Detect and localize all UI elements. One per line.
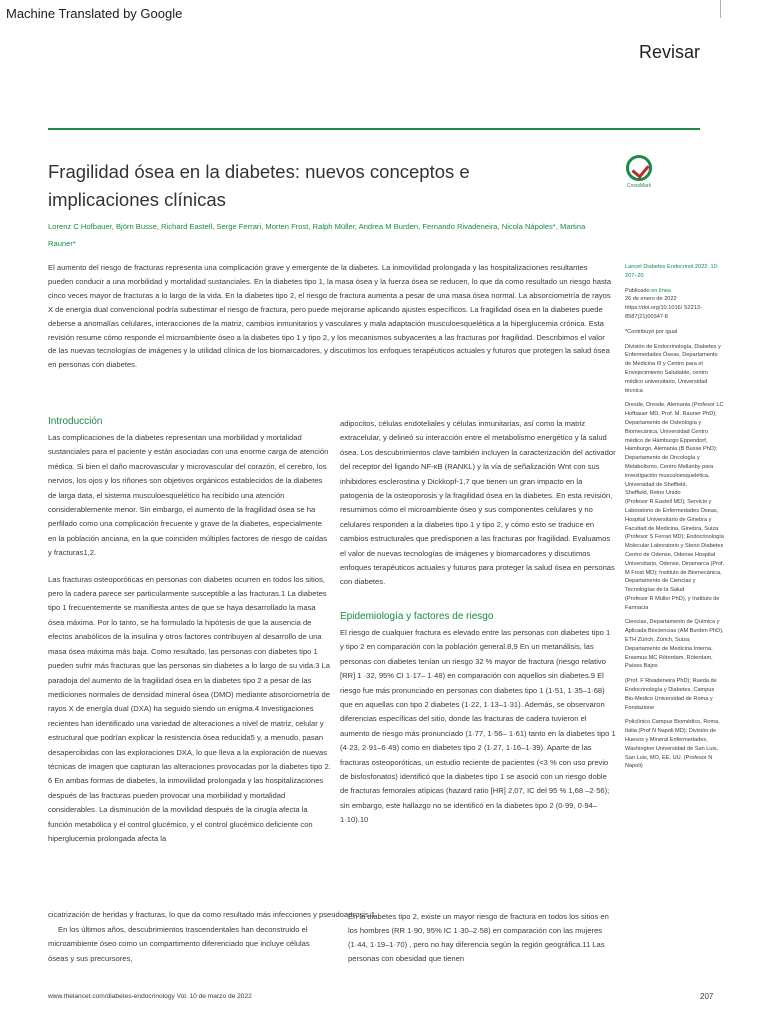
paragraph: En la diabetes tipo 2, existe un mayor riesgo de fractura en todos los sitios en los hombres (RR 1·90, 95% IC 1·30–2·58) en comparación con las mujeres (1·44, 1·19–1·70) , pero no hay diferencia según la región geográfica.11 Las personas con obesidad que tienen	[348, 912, 609, 963]
affiliation: Sheffield, Reino Unido	[625, 490, 681, 497]
section-label: Revisar	[638, 42, 700, 62]
journal-reference[interactable]: Lancet Diabetes Endocrinol 2022; 10: 207–20	[625, 264, 719, 279]
affiliation: División de Endocrinología, Diabetes y Enfermedades Óseas, Departamento de Medicina III y Centro para el Envejecimiento Saludable, centro médico universitario, Universidad técnica	[625, 343, 721, 394]
affiliation: (Profesor R Müller PhD), y Instituto de Farmacia	[625, 595, 720, 611]
left-column-bottom	[48, 923, 332, 966]
equal-contribution-note: *Contribuyó por igual	[625, 328, 678, 335]
affiliation: Policlínico Campus Biomédico, Roma, Italia (Prof N Napoli MD); División de Huesos y Mineral Enfermedades, Washington Universidad de San Luis, San Luis, MO, EE. UU. (Profesor N Napoli)	[625, 719, 720, 770]
affiliation: (Prof. F Rivadeneira PhD); Rueda de Endocrinología y Diabetes, Campus Bio-Medico Universidad de Roma y Fondazione	[625, 678, 717, 711]
paragraph: adipocitos, células endoteliales y células inmunitarias, así como la matriz extracelular, y delineó su interacción entre el metabolismo energético y la salud ósea. Los descubrimientos clave también incluyen la caracterización del activador del receptor del ligando NF-κB (RANKL) y la vía de señalización Wnt con sus inhibidores esclerostina y Dickkopf-1,7 que tienen un gran impacto en la patogenia de la osteoporosis y la fragilidad ósea en la diabetes. En esta revisión, resumimos cómo el microambiente óseo y sus componentes celulares y no celulares responden a la diabetes tipo 1 y tipo 2, y cómo esto se traduce en cambios estructurales que predisponen a las fracturas por fragilidad. Evaluamos el valor de nuevas tecnologías de imágenes y biomarcadores y discutimos enfoques terapéuticos actuales y futuros para proteger la salud ósea en personas con diabetes.	[340, 419, 616, 587]
published-label: Publicado	[625, 287, 650, 294]
heading-epidemiology: Epidemiología y factores de riesgo	[340, 610, 494, 622]
article-info-sidebar	[625, 263, 725, 771]
doi-link[interactable]: https://doi.org/10.1016/ S2213-8587(21)00347-8	[625, 305, 702, 320]
paragraph-continuation: cicatrización de heridas y fracturas, lo que da como resultado más infecciones y pseudoartrosis.1	[48, 910, 376, 919]
header-rule	[48, 128, 700, 130]
affiliation: Ciencias, Departamento de Química y Aplicada Biociencias (AM Burden PhD), ETH Zürich, Zúrich, Suiza; Departamento de Medicina Interna, Erasmus MC Róterdam, Róterdam, Países Bajos	[625, 619, 724, 670]
machine-translated-banner: Machine Translated by Google	[6, 6, 183, 21]
paragraph: El riesgo de cualquier fractura es elevado entre las personas con diabetes tipo 1 y tipo 2 en comparación con la población general.8,9 En un metanálisis, las personas con diabetes tenían un riesgo 32 % mayor de fractura (riesgo relativo [RR] 1 ·32, 95% CI 1·17– 1·48) en comparación con aquellos sin diabetes.9 El riesgo fue más pronunciado en personas con diabetes tipo 1 (1·51, 1·35–1·68) que en aquellas con tipo 2 diabetes (1·22, 1·13–1·31). Además, se observaron diferencias específicas del sitio, donde las fracturas de cadera tuvieron el aumento de riesgo más pronunciado (1·77, 1·56– 1·61) tanto en la diabetes tipo 1 (4·23, 2·91–6·49) como en diabetes tipo 2 (1·27, 1·16–1·39). Aparte de las fracturas osteoporóticas, un estudio reciente de pacientes (<3 % con uso previo de bisfosfonatos) identificó que la diabetes tipo 1 se asoció con un riesgo doble de fracturas femorales atípicas (hazard ratio [HR] 2,07, IC del 95 % 1,68 –2·56); sin embargo, este hallazgo no se identificó en la diabetes tipo 2 (0·99, 0·94–1·10).10	[340, 627, 616, 825]
crossmark-button[interactable]	[624, 155, 654, 189]
article-title: Fragilidad ósea en la diabetes: nuevos conceptos e implicaciones clínicas	[48, 161, 470, 210]
author-list: Lorenz C Hofbauer, Björn Busse, Richard Eastell, Serge Ferrari, Morten Frost, Ralph Müller, Andrea M Burden, Fernando Rivadeneira, Nicola Nápoles*, Martina Rauner*	[48, 222, 586, 248]
footer-journal-link[interactable]: www.thelancet.com/diabetes-endocrinology Vol. 10 de marzo de 2022	[48, 993, 252, 1000]
paragraph: Las fracturas osteoporóticas en personas con diabetes ocurren en todos los sitios, pero la cadera parece ser particularmente susceptible a las fracturas.1 La diabetes tipo 1 frecuentemente se manifiesta antes de que se haya desarrollado la masa ósea máxima. Por lo tanto, se ha formulado la hipótesis de que la ausencia de efectos anabólicos de la insulina y otros factores contribuyen al desarrollo de una masa ósea máxima más baja. Como resultado, las personas con diabetes tipo 1 pueden sufrir más fracturas que las personas sin diabetes a lo largo de su vida.3 La paradoja del aumento de la fragilidad ósea en la diabetes tipo 2 a pesar de las mediciones normales de densidad mineral ósea (DMO) mediante absorciometría de rayos X de energía dual (DXA) ha seguido siendo un enigma.4 Investigaciones recientes han identificado una variedad de alteraciones a nivel de matriz, celular y estructural que podrían explicar la resistencia ósea reducida5 y, a menudo, pasan desapercibidas con las exploraciones DXA, lo que lleva a la exploración de nuevas técnicas de imagen que capturan las alteraciones provocadas por la diabetes tipo 2. 6 En ambas formas de diabetes, la inmovilidad prolongada y las hospitalizaciones después de las fracturas pueden provocar una morbilidad y mortalidad considerables. La disminución de la movilidad después de la cirugía afecta la función metabólica y el control glucémico, y el control glucémico deficiente con hiperglucemia prolongada afecta la	[48, 574, 331, 843]
affiliation: (Profesor R Eastell MD); Servicio y Laboratorio de Enfermedades Óseas, Hospital Universitario de Ginebra y Facultad de Medicina, Ginebra, Suiza (Profesor S Ferrari MD); Endocrinología Molecular Laboratorio y Steno Diabetes Centro de Odense, Odense Hospital Universitario, Odense, Dinamarca (Prof. M Frost MD); Instituto de Biomecánica, Departamento de Ciencias y Tecnologías de la Salud	[625, 499, 725, 594]
heading-introduction: Introducción	[48, 416, 103, 427]
crossmark-label: CrossMark	[626, 183, 652, 189]
published-online-link[interactable]: en línea	[651, 287, 672, 294]
published-line	[625, 287, 725, 296]
divider	[720, 0, 721, 18]
left-column	[48, 415, 332, 846]
right-column	[340, 417, 616, 828]
paragraph: Las complicaciones de la diabetes representan una morbilidad y mortalidad sustanciales para el paciente y están asociadas con una enorme carga de atención médica. Si bien el daño macrovascular y microvascular del corazón, el cerebro, los nervios, los ojos y los riñones son objetivos orgánicos establecidos de la diabetes de larga data, el sistema musculoesquelético ha recibido una atención considerablemente menor. Sin embargo, el aumento de la fragilidad ósea se ha perfilado como una complicación frecuente y grave de la diabetes, especialmente en la población anciana, en la que coinciden múltiples factores de riesgo de caídas y fracturas1,2.	[48, 433, 329, 558]
abstract: El aumento del riesgo de fracturas representa una complicación grave y emergente de la diabetes. La inmovilidad prolongada y las hospitalizaciones resultantes pueden conducir a una morbilidad y mortalidad sustanciales. En la diabetes tipo 1, la masa ósea y la fuerza ósea se reducen, lo que da como resultado un riesgo hasta cinco veces mayor de fracturas a lo largo de la vida. En la diabetes tipo 2, el riesgo de fractura aumenta a pesar de una masa ósea normal. La absorciometría de rayos X de energía dual convencional podría subestimar el riesgo de fractura, pero puede mejorarse aplicando ajustes específicos. La fragilidad ósea en la diabetes puede deberse a anomalías celulares, interacciones de la matriz, cambios inmunitarios y vasculares y mala adaptación musculoesquelética a la hiperglucemia crónica. Esta revisión resume cómo responde el microambiente óseo a la diabetes tipo 1 y tipo 2, y los mecanismos subyacentes a las fracturas por fragilidad. Describimos el valor de las nuevas tecnologías de imágenes y la utilidad clínica de los biomarcadores, y discutimos los enfoques terapéuticos actuales y futuros que protegen la salud ósea en personas con diabetes.	[48, 263, 612, 370]
crossmark-icon	[626, 155, 652, 181]
paragraph: En los últimos años, descubrimientos trascendentales han deconstruido el microambiente óseo como un compartimento diferenciado que incluye células óseas y sus precursores,	[48, 925, 310, 963]
page-number: 207	[700, 992, 714, 1001]
affiliation: Dresde, Dresde, Alemania (Profesor LC Hofbauer MD, Prof. M. Rauner PhD); Departamento de Osteología y Biomecánica, Universidad Centro médico de Hamburgo Eppendorf, Hamburgo, Alemania (B Busse PhD); Departamento de Oncología y Metabolismo, Centro Mellanby para investigación musculoesquelética, Universidad de Sheffield,	[625, 402, 724, 488]
publication-date: 26 de enero de 2022	[625, 296, 677, 303]
